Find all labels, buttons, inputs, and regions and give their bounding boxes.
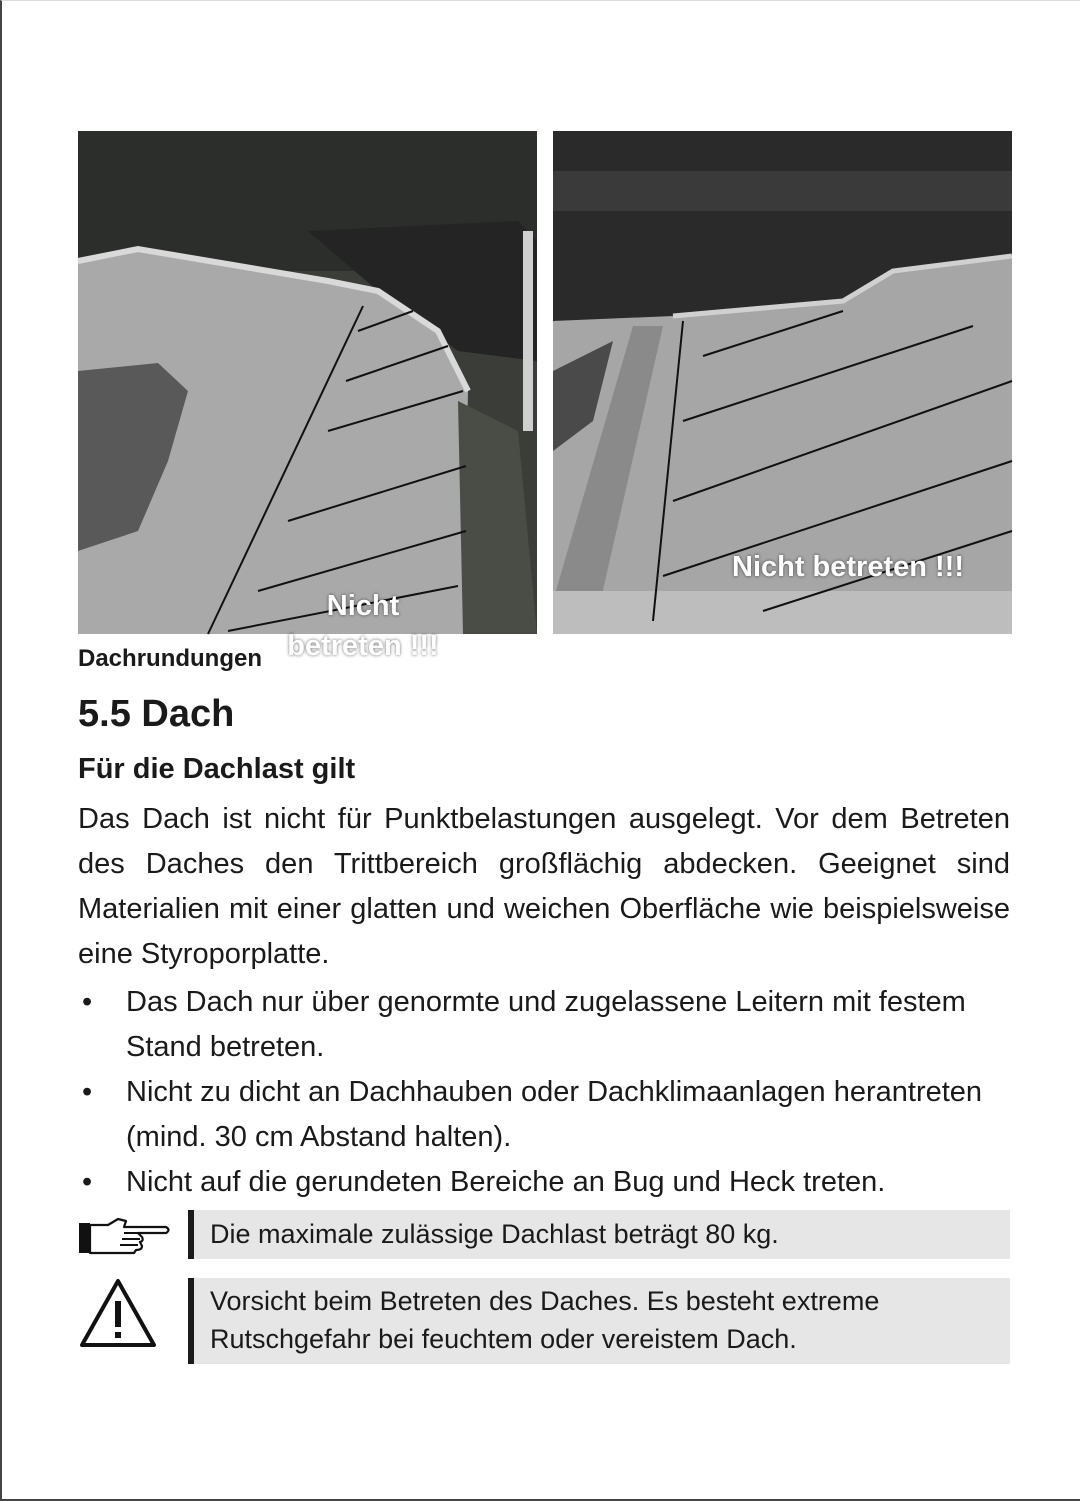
warning-triangle-icon: [78, 1277, 158, 1349]
bullet-marker: •: [82, 1166, 93, 1198]
info-note: Die maximale zulässige Dachlast beträgt 80 kg.: [188, 1210, 1010, 1259]
bullet-list: [78, 980, 1010, 1205]
bullet-marker: •: [82, 986, 93, 1018]
roof-photo-right: [553, 131, 1012, 634]
body-paragraph: Das Dach ist nicht für Punktbelastungen ausgelegt. Vor dem Betreten des Daches den Trittbereich großflächig abdecken. Geeignet sind Materialien mit einer glatten und weichen Oberfläche wie beispielsweise eine Styroporplatte.: [78, 803, 1010, 970]
warning-note: Vorsicht beim Betreten des Daches. Es besteht extreme Rutschgefahr bei feuchtem oder vereistem Dach.: [188, 1278, 1010, 1364]
subheading: Für die Dachlast gilt: [78, 753, 356, 785]
list-item: [78, 980, 1010, 1070]
bullet-marker: •: [82, 1076, 93, 1108]
no-step-label-left-line2: betreten !!!: [287, 630, 439, 662]
no-step-label-left-line1: Nicht: [326, 590, 400, 622]
list-item-text: Das Dach nur über genormte und zugelassene Leitern mit festem Stand betreten.: [126, 986, 966, 1063]
roof-photo-left-illustration: [78, 131, 537, 634]
section-title: 5.5 Dach: [78, 693, 235, 735]
list-item: [78, 1070, 1010, 1160]
pointing-hand-icon: [78, 1215, 172, 1257]
list-item: [78, 1160, 1010, 1205]
figure-caption: Dachrundungen: [78, 645, 262, 672]
list-item-text: Nicht auf die gerundeten Bereiche an Bug und Heck treten.: [126, 1166, 886, 1198]
list-item-text: Nicht zu dicht an Dachhauben oder Dachklimaanlagen herantreten (mind. 30 cm Abstand halten).: [126, 1076, 983, 1153]
no-step-label-right: Nicht betreten !!!: [732, 551, 964, 583]
